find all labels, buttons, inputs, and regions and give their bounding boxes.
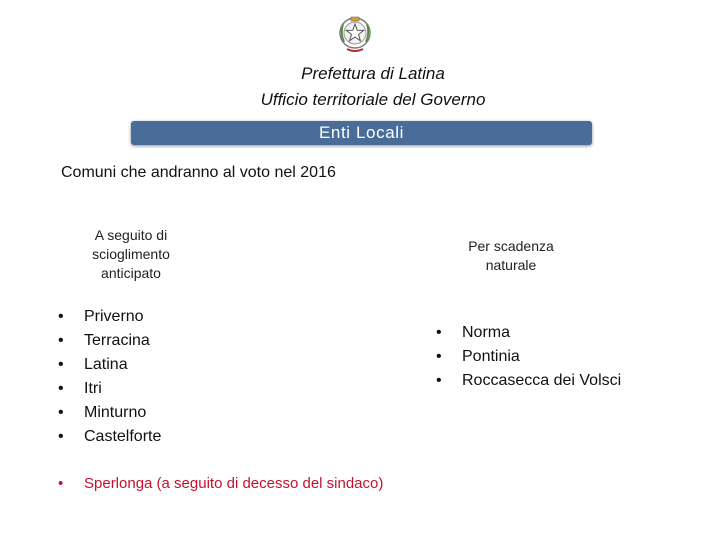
right-heading-line: naturale [485,257,537,273]
list-item: • Castelforte [58,425,161,449]
right-municipality-list [436,321,621,393]
sperlonga-note [58,474,383,494]
left-heading-line: A seguito di [94,227,168,243]
left-heading-line: scioglimento [92,246,170,262]
header-title: Prefettura di Latina [301,64,445,83]
page-subtitle: Comuni che andranno al voto nel 2016 [61,164,336,181]
list-item: • Minturno [58,401,161,425]
list-item: • Norma [436,321,621,345]
left-column-heading [60,226,202,283]
list-item: • Priverno [58,305,161,329]
note-text: Sperlonga (a seguito di decesso del sindaco) [84,475,384,492]
list-item: • Itri [58,377,161,401]
list-item: • Terracina [58,329,161,353]
bullet-icon: • [58,475,64,492]
section-banner: Enti Locali [131,121,592,145]
left-municipality-list [58,305,161,449]
list-item: • Roccasecca dei Volsci [436,369,621,393]
left-heading-line: anticipato [101,265,161,281]
italian-republic-emblem-icon [337,14,373,54]
right-column-heading [440,237,582,275]
right-heading-line: Per scadenza [468,238,554,254]
header-subtitle: Ufficio territoriale del Governo [260,90,486,109]
list-item: • Latina [58,353,161,377]
list-item: • Pontinia [436,345,621,369]
